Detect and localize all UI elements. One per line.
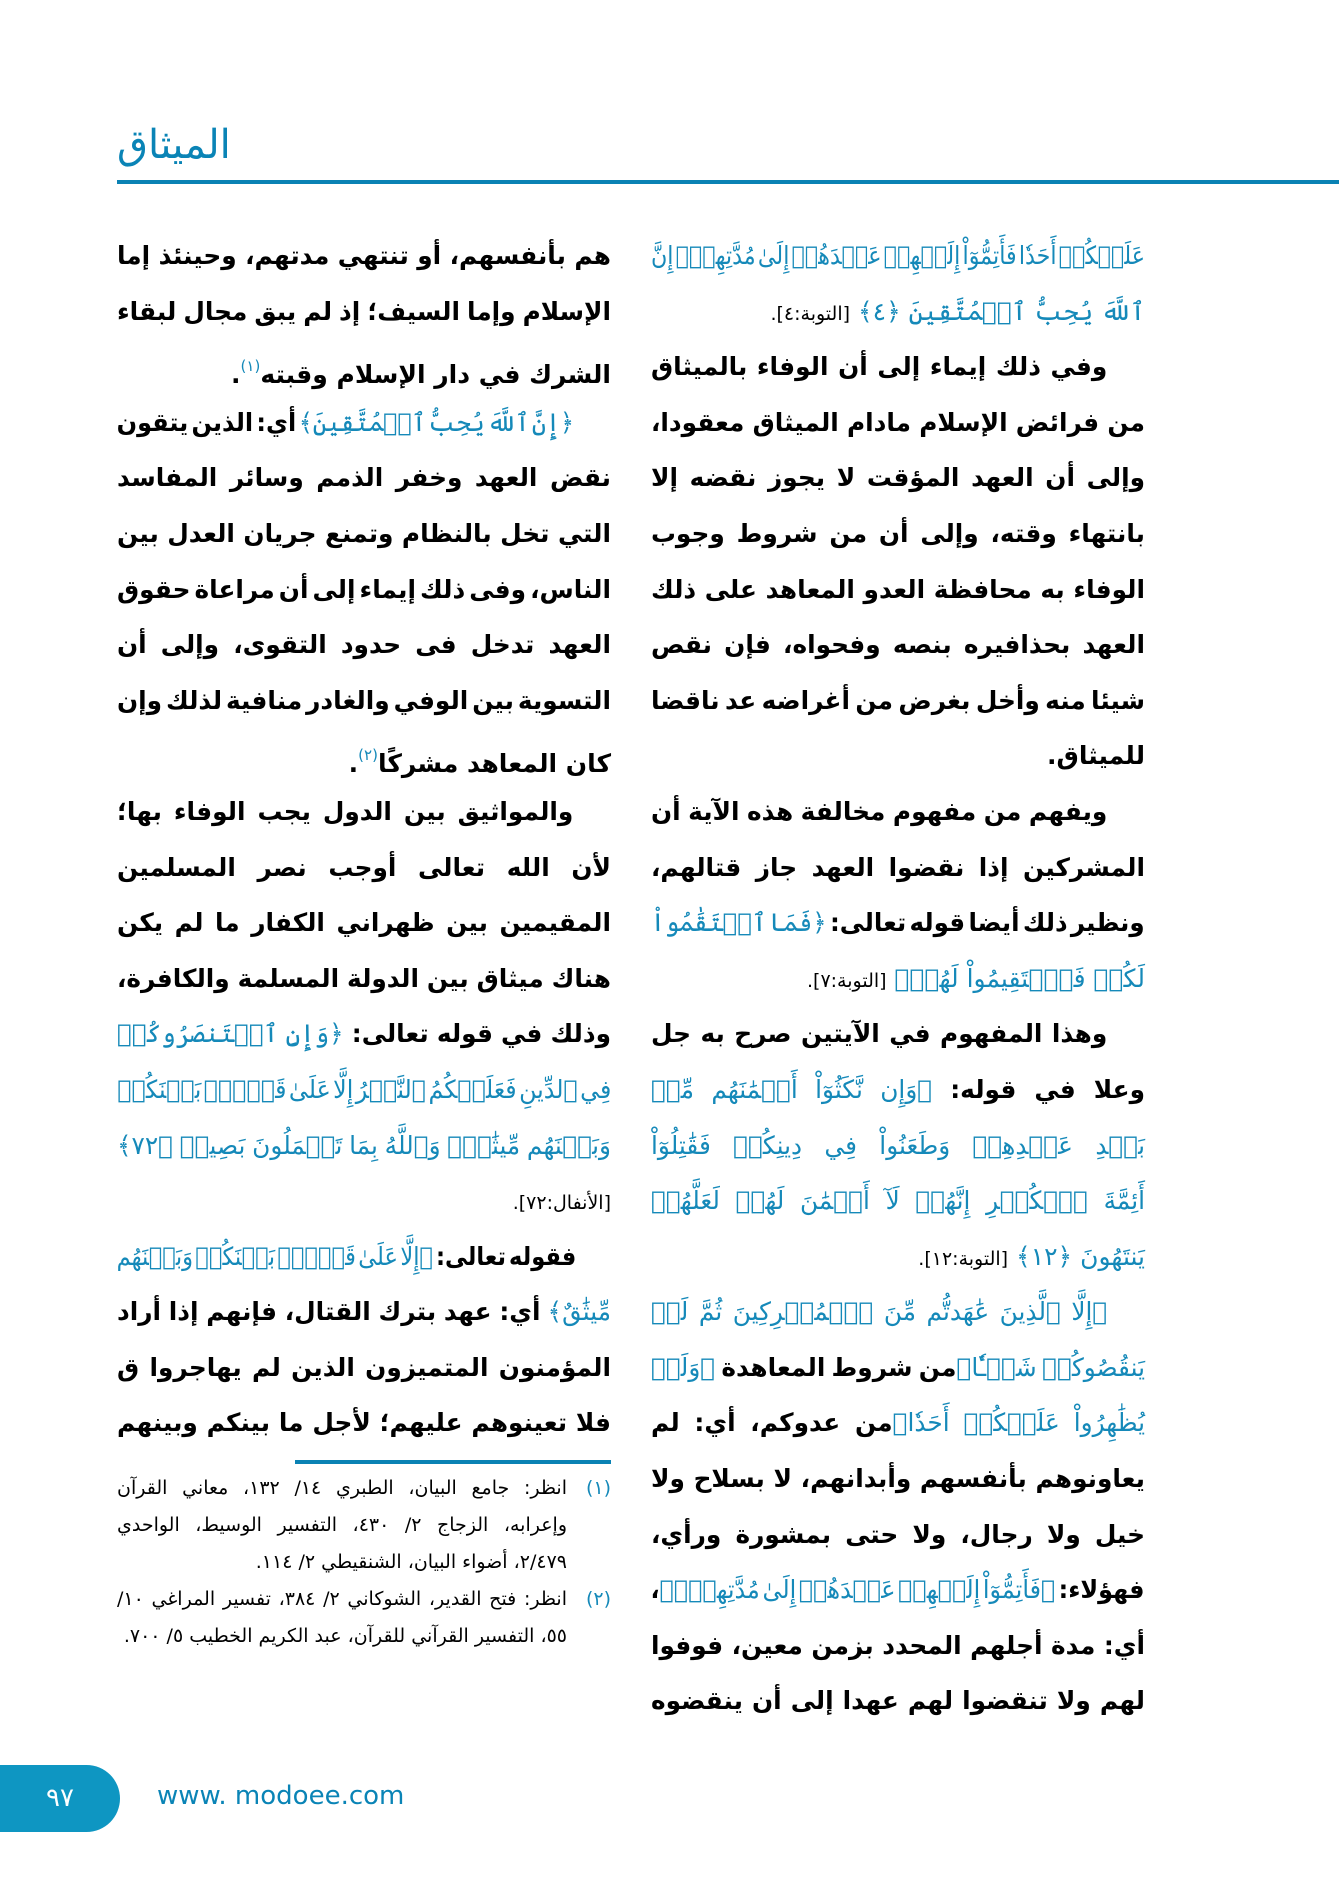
body-text: فهؤلاء: <box>1055 1575 1145 1605</box>
text-line <box>651 617 1145 673</box>
text-line <box>117 506 611 562</box>
text-line <box>651 1507 1145 1563</box>
text-line <box>651 1673 1145 1729</box>
quran-verse: يَنتَهُونَ ﴿١٢﴾ <box>1008 1241 1145 1271</box>
quran-verse: ﴿إِلَّا عَلَىٰ قَوۡمِۢ بَيۡنَكُمۡ وَبَيۡنَهُم <box>117 1241 434 1271</box>
body-text: فلا تعينوهم عليهم؛ لأجل ما بينكم وبينهم <box>117 1408 611 1438</box>
body-text: المشركين إذا نقضوا العهد جاز قتالهم، <box>651 852 1145 882</box>
text-line <box>651 951 1145 1007</box>
footnote <box>117 1581 611 1655</box>
text-line <box>651 728 1145 784</box>
text-line <box>651 1006 1145 1062</box>
body-text: هناك ميثاق بين الدولة المسلمة والكافرة، <box>117 963 611 993</box>
body-text: أي: مدة أجلهم المحدد بزمن معين، فوفوا <box>651 1630 1145 1660</box>
footnote-separator <box>295 1460 611 1464</box>
body-text: المقيمين بين ظهراني الكفار ما لم يكن <box>117 908 611 938</box>
body-text: لهم ولا تنقضوا لهم عهدا إلى أن ينقضوه <box>651 1686 1145 1716</box>
body-text: ، <box>651 1575 661 1605</box>
body-text: المؤمنون المتميزون الذين لم يهاجروا ق <box>117 1352 611 1382</box>
text-line <box>651 1395 1145 1451</box>
text-line <box>117 840 611 896</box>
text-line <box>651 895 1145 951</box>
text-line <box>117 1395 611 1451</box>
quran-verse: ﴿وَلَمۡ <box>651 1352 716 1382</box>
body-text: لأن الله تعالى أوجب نصر المسلمين <box>117 852 611 882</box>
text-line <box>651 228 1145 284</box>
footnote-text: انظر: جامع البيان، الطبري ١٤/ ١٣٢، معاني القرآن وإعرابه، الزجاج ٢/ ٤٣٠، التفسير الوسيط، الواحدي ٢/٤٧٩، أضواء البيان، الشنقيطي ٢/ ١١٤. <box>117 1477 567 1573</box>
quran-verse: ﴿إِلَّا ٱلَّذِينَ عَٰهَدتُّم مِّنَ ٱلۡمُشۡرِكِينَ ثُمَّ لَمۡ <box>651 1297 1108 1327</box>
body-text: وهذا المفهوم في الآيتين صرح به جل <box>651 1019 1108 1049</box>
text-line <box>651 1062 1145 1118</box>
website-url: www. modoee.com <box>157 1781 405 1811</box>
body-text: فقوله تعالى: <box>433 1241 577 1271</box>
text-line <box>117 951 611 1007</box>
body-text: . <box>231 360 241 390</box>
text-line <box>651 1340 1145 1396</box>
quran-verse: ﴿فَأَتِمُّوٓاْ إِلَيۡهِمۡ عَهۡدَهُمۡ إِلَىٰ مُدَّتِهِمۡۚ﴾ <box>660 1575 1056 1605</box>
text-line <box>651 1118 1145 1174</box>
body-text: نقض العهد وخفر الذمم وسائر المفاسد <box>117 463 611 493</box>
body-text: الشرك في دار الإسلام وقبته <box>260 360 611 390</box>
text-line <box>651 339 1145 395</box>
text-line <box>117 1173 611 1229</box>
body-text: كان المعاهد مشركًا <box>377 749 611 779</box>
text-line <box>651 284 1145 340</box>
body-text: الإسلام وإما السيف؛ إذ لم يبق مجال لبقاء <box>117 296 611 326</box>
body-text: يعاونوهم بأنفسهم وأبدانهم، لا بسلاح ولا <box>651 1464 1145 1494</box>
text-line <box>651 395 1145 451</box>
body-text: العهد بحذافيره بنصه وفحواه، فإن نقص <box>651 630 1145 660</box>
quran-verse: يَنقُصُوكُمۡ شَيۡـٔٗا﴾ <box>956 1352 1145 1382</box>
running-header-title: الميثاق <box>117 122 231 168</box>
footnote-text: انظر: فتح القدير، الشوكاني ٢/ ٣٨٤، تفسير المراغي ١٠/ ٥٥، التفسير القرآني للقرآن، عبد الكريم الخطيب ٥/ ٧٠٠. <box>117 1588 567 1647</box>
text-line <box>117 617 611 673</box>
footnote-marker[interactable]: (٢) <box>358 746 378 765</box>
text-line <box>651 840 1145 896</box>
text-line <box>117 1284 611 1340</box>
quran-verse: مِّيثَٰقٌ﴾ <box>540 1297 611 1327</box>
quran-verse: فِي ٱلدِّينِ فَعَلَيۡكُمُ ٱلنَّصۡرُ إِلَّا عَلَىٰ قَوۡمِۢ بَيۡنَكُمۡ <box>117 1074 611 1104</box>
body-text: التي تخل بالنظام وتمنع جريان العدل بين <box>117 518 611 548</box>
verse-reference: [التوبة:١٢]. <box>918 1247 1009 1270</box>
body-text: ويفهم من مفهوم مخالفة هذه الآية أن <box>651 796 1108 826</box>
page-number: ٩٧ <box>0 1765 120 1832</box>
verse-reference: [التوبة:٤]. <box>770 302 851 325</box>
quran-verse: ٱللَّهَ يُحِبُّ ٱلۡمُتَّقِينَ ﴿٤﴾ <box>850 296 1145 326</box>
footnote-number: (١) <box>585 1477 611 1499</box>
text-line <box>117 1006 611 1062</box>
text-line <box>651 450 1145 506</box>
verse-reference: [التوبة:٧]. <box>806 969 887 992</box>
text-line <box>117 673 611 729</box>
text-line <box>117 784 611 840</box>
right-column <box>651 228 1145 1729</box>
quran-verse: ﴿وَإِنِ ٱسۡتَنصَرُوكُمۡ <box>117 1019 344 1049</box>
text-line <box>117 450 611 506</box>
text-line <box>651 1173 1145 1229</box>
text-line <box>117 895 611 951</box>
footnote-marker[interactable]: (١) <box>240 357 261 376</box>
text-line <box>651 784 1145 840</box>
body-text: من فرائض الإسلام مادام الميثاق معقودا، <box>651 407 1145 437</box>
header-rule <box>117 180 1339 184</box>
quran-verse: عَلَيۡكُمۡ أَحَدٗا فَأَتِمُّوٓاْ إِلَيۡهِمۡ عَهۡدَهُمۡ إِلَىٰ مُدَّتِهِمۡۚ إِنَّ <box>651 241 1145 270</box>
body-text: وإلى أن العهد المؤقت لا يجوز نقضه إلا <box>651 463 1145 493</box>
text-line <box>651 506 1145 562</box>
quran-verse: ﴿فَمَا ٱسۡتَقَٰمُواْ <box>651 908 828 938</box>
quran-verse: بَعۡدِ عَهۡدِهِمۡ وَطَعَنُواْ فِي دِينِكُمۡ فَقَٰتِلُوٓاْ <box>651 1130 1145 1160</box>
body-text: للميثاق. <box>1047 741 1145 771</box>
text-line <box>651 1229 1145 1285</box>
footnote <box>117 1470 611 1581</box>
body-text: بانتهاء وقته، وإلى أن من شروط وجوب <box>651 518 1145 548</box>
text-line <box>117 1062 611 1118</box>
text-line <box>117 562 611 618</box>
quran-verse: أَئِمَّةَ ٱلۡكُفۡرِ إِنَّهُمۡ لَآ أَيۡمَٰنَ لَهُمۡ لَعَلَّهُمۡ <box>651 1186 1145 1216</box>
body-text: وعلا في قوله: <box>932 1074 1145 1104</box>
text-line <box>117 728 611 784</box>
text-line <box>651 1562 1145 1618</box>
body-text: والمواثيق بين الدول يجب الوفاء بها؛ <box>117 796 574 826</box>
quran-verse: يُظَٰهِرُواْ عَلَيۡكُمۡ أَحَدٗا﴾ <box>892 1408 1145 1438</box>
text-line <box>117 228 611 284</box>
quran-verse: ﴿وَإِن نَّكَثُوٓاْ أَيۡمَٰنَهُم مِّنۢ <box>651 1074 933 1104</box>
body-text: العهد تدخل فى حدود التقوى، وإلى أن <box>117 630 611 660</box>
text-line <box>651 1284 1145 1340</box>
verse-reference: [الأنفال:٧٢]. <box>512 1192 611 1215</box>
body-text: شيئا منه وأخل بغرض من أغراضه عد ناقضا <box>651 685 1145 715</box>
body-text: من شروط المعاهدة <box>715 1352 957 1382</box>
footnotes <box>117 1470 611 1655</box>
quran-verse: لَكُمۡ فَٱسۡتَقِيمُواْ لَهُمۡ﴾ <box>886 963 1145 993</box>
text-line <box>117 284 611 340</box>
left-column <box>117 228 611 1451</box>
body-text: . <box>348 749 359 779</box>
text-line <box>117 1229 611 1285</box>
text-line <box>117 1118 611 1174</box>
text-line <box>117 395 611 451</box>
text-line <box>117 339 611 395</box>
body-text: ونظير ذلك أيضا قوله تعالى: <box>827 908 1146 938</box>
text-line <box>651 562 1145 618</box>
text-line <box>651 1618 1145 1674</box>
body-text: أي: الذين يتقون <box>117 407 297 437</box>
body-text: وذلك في قوله تعالى: <box>343 1019 611 1049</box>
body-text: الناس، وفى ذلك إيماء إلى أن مراعاة حقوق <box>117 574 611 604</box>
body-text: التسوية بين الوفي والغادر منافية لذلك وإن <box>117 685 611 715</box>
text-line <box>117 1340 611 1396</box>
quran-verse: وَبَيۡنَهُم مِّيثَٰقٞۗ وَٱللَّهُ بِمَا تَعۡمَلُونَ بَصِيرٞ ﴿٧٢﴾ <box>117 1130 611 1160</box>
body-text: من عدوكم، أي: لم <box>651 1408 893 1438</box>
body-text: الوفاء به محافظة العدو المعاهد على ذلك <box>651 574 1145 604</box>
text-line <box>651 1451 1145 1507</box>
footnote-number: (٢) <box>585 1588 611 1610</box>
body-text: خيل ولا رجال، ولا حتى بمشورة ورأي، <box>651 1519 1145 1549</box>
body-text: هم بأنفسهم، أو تنتهي مدتهم، وحينئذ إما <box>117 241 611 270</box>
body-text: وفي ذلك إيماء إلى أن الوفاء بالميثاق <box>651 352 1108 382</box>
text-line <box>651 673 1145 729</box>
body-text: أي: عهد بترك القتال، فإنهم إذا أراد <box>117 1297 541 1327</box>
quran-verse: ﴿إِنَّ ٱللَّهَ يُحِبُّ ٱلۡمُتَّقِينَ﴾ <box>296 407 575 437</box>
